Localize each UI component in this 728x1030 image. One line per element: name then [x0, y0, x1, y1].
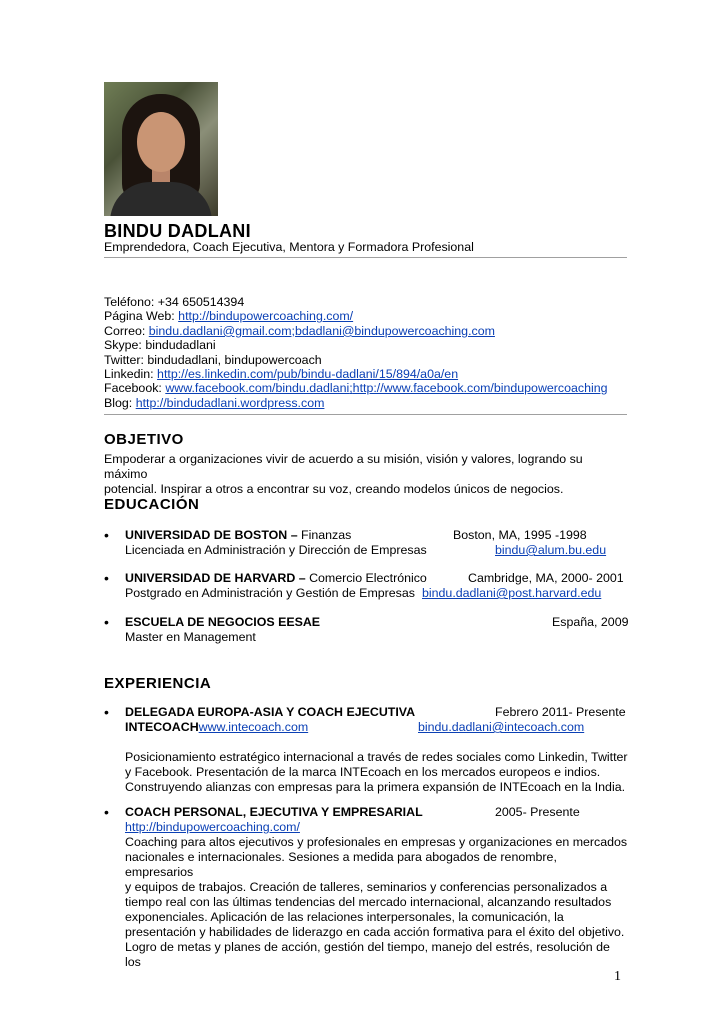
blog-line: Blog: http://bindudadlani.wordpress.com	[104, 395, 325, 410]
person-subtitle: Emprendedora, Coach Ejecutiva, Mentora y Formadora Profesional	[104, 240, 474, 254]
facebook-link-1[interactable]: www.facebook.com/bindu.dadlani	[165, 381, 350, 396]
education-item: • UNIVERSIDAD DE BOSTON – Finanzas Boston, MA, 1995 -1998 Licenciada en Administración y Dirección de Empresas bindu@alum.bu.edu	[104, 527, 607, 557]
education-email-link[interactable]: bindu@alum.bu.edu	[495, 543, 607, 557]
section-heading-educacion: EDUCACIÓN	[104, 496, 200, 513]
divider	[104, 257, 627, 258]
web-link[interactable]: http://bindupowercoaching.com/	[178, 309, 354, 324]
bullet-icon: •	[104, 614, 109, 630]
divider	[104, 414, 627, 415]
company-email-link[interactable]: bindu.dadlani@intecoach.com	[418, 720, 585, 734]
education-email-link[interactable]: bindu.dadlani@post.harvard.edu	[422, 586, 602, 600]
bullet-icon: •	[104, 570, 109, 586]
bullet-icon: •	[104, 527, 109, 543]
email-link-1[interactable]: bindu.dadlani@gmail.com	[148, 323, 292, 338]
bullet-icon: •	[104, 704, 109, 720]
experience-description: Coaching para altos ejecutivos y profesionales en empresas y organizaciones en mercados nacionales e internacionales. Sesiones a medida para abogados de renombre, empresarios y equipos de trabajos. Creación de talleres, seminarios y conferencias personalizados a tiempo real con las últimas tendencias del mercado internacional, alcanzando resultados exponenciales. Aplicación de las relaciones interpersonales, la comunicación, la presentación y habilidades de liderazgo en cada acción formativa para el éxito del objetivo. Logro de metas y planes de acción, gestión del tiempo, manejo del estrés, resolución de los	[125, 835, 628, 969]
phone-line: Teléfono: +34 650514394	[104, 295, 245, 309]
contact-block	[104, 295, 608, 410]
linkedin-link[interactable]: http://es.linkedin.com/pub/bindu-dadlani/15/894/a0a/en	[157, 366, 459, 381]
coaching-web-link[interactable]: http://bindupowercoaching.com/	[125, 820, 300, 834]
web-line: Página Web: http://bindupowercoaching.com/	[104, 309, 354, 324]
person-name: BINDU DADLANI	[104, 221, 251, 241]
email-link-2[interactable]: bdadlani@bindupowercoaching.com	[294, 323, 495, 338]
section-heading-experiencia: EXPERIENCIA	[104, 675, 212, 692]
facebook-line: Facebook: www.facebook.com/bindu.dadlani;http://www.facebook.com/bindupowercoaching	[104, 381, 608, 396]
company-web-link[interactable]: www.intecoach.com	[198, 720, 309, 734]
blog-link[interactable]: http://bindudadlani.wordpress.com	[135, 395, 325, 410]
section-heading-objetivo: OBJETIVO	[104, 431, 184, 448]
education-item: • UNIVERSIDAD DE HARVARD – Comercio Electrónico Cambridge, MA, 2000- 2001 Postgrado en Administración y Gestión de Empresas bindu.dadlani@post.harvard.edu	[104, 570, 624, 600]
profile-photo	[104, 82, 218, 216]
page-number: 1	[614, 969, 621, 984]
experience-item: • COACH PERSONAL, EJECUTIVA Y EMPRESARIAL 2005- Presente http://bindupowercoaching.com/ Coaching para altos ejecutivos y profesionales en empresas y organizaciones en mercados nacionales e internacionales. Sesiones a medida para abogados de renombre, empresarios y equipos de trabajos. Creación de talleres, seminarios y conferencias personalizados a tiempo real con las últimas tendencias del mercado internacional, alcanzando resultados exponenciales. Aplicación de las relaciones interpersonales, la comunicación, la presentación y habilidades de liderazgo en cada acción formativa para el éxito del objetivo. Logro de metas y planes de acción, gestión del tiempo, manejo del estrés, resolución de los	[104, 804, 628, 969]
linkedin-line: Linkedin: http://es.linkedin.com/pub/bindu-dadlani/15/894/a0a/en	[104, 366, 459, 381]
skype-line: Skype: bindudadlani	[104, 338, 216, 353]
facebook-link-2[interactable]: http://www.facebook.com/bindupowercoaching	[352, 381, 608, 396]
bullet-icon: •	[104, 804, 109, 820]
education-item: • ESCUELA DE NEGOCIOS EESAE España, 2009 Master en Management	[104, 614, 629, 644]
phone-number: +34 650514394	[157, 295, 245, 309]
objetivo-text: Empoderar a organizaciones vivir de acuerdo a su misión, visión y valores, logrando su máximo potencial. Inspirar a otros a encontrar su voz, creando modelos únicos de negocios.	[104, 452, 583, 496]
experience-item: • DELEGADA EUROPA-ASIA Y COACH EJECUTIVA Febrero 2011- Presente INTECOACHwww.intecoach.com bindu.dadlani@intecoach.com Posicionamiento estratégico internacional a través de redes sociales como Linkedin, Twitter y Facebook. Presentación de la marca INTEcoach en los mercados europeos e indios. Construyendo alianzas con empresas para la primera expansión de INTEcoach en la India.	[104, 704, 628, 794]
twitter-line: Twitter: bindudadlani, bindupowercoach	[104, 352, 322, 367]
experience-description: Posicionamiento estratégico internacional a través de redes sociales como Linkedin, Twitter y Facebook. Presentación de la marca INTEcoach en los mercados europeos e indios. Construyendo alianzas con empresas para la primera expansión de INTEcoach en la India.	[125, 750, 628, 794]
email-line: Correo: bindu.dadlani@gmail.com;bdadlani@bindupowercoaching.com	[104, 323, 495, 338]
